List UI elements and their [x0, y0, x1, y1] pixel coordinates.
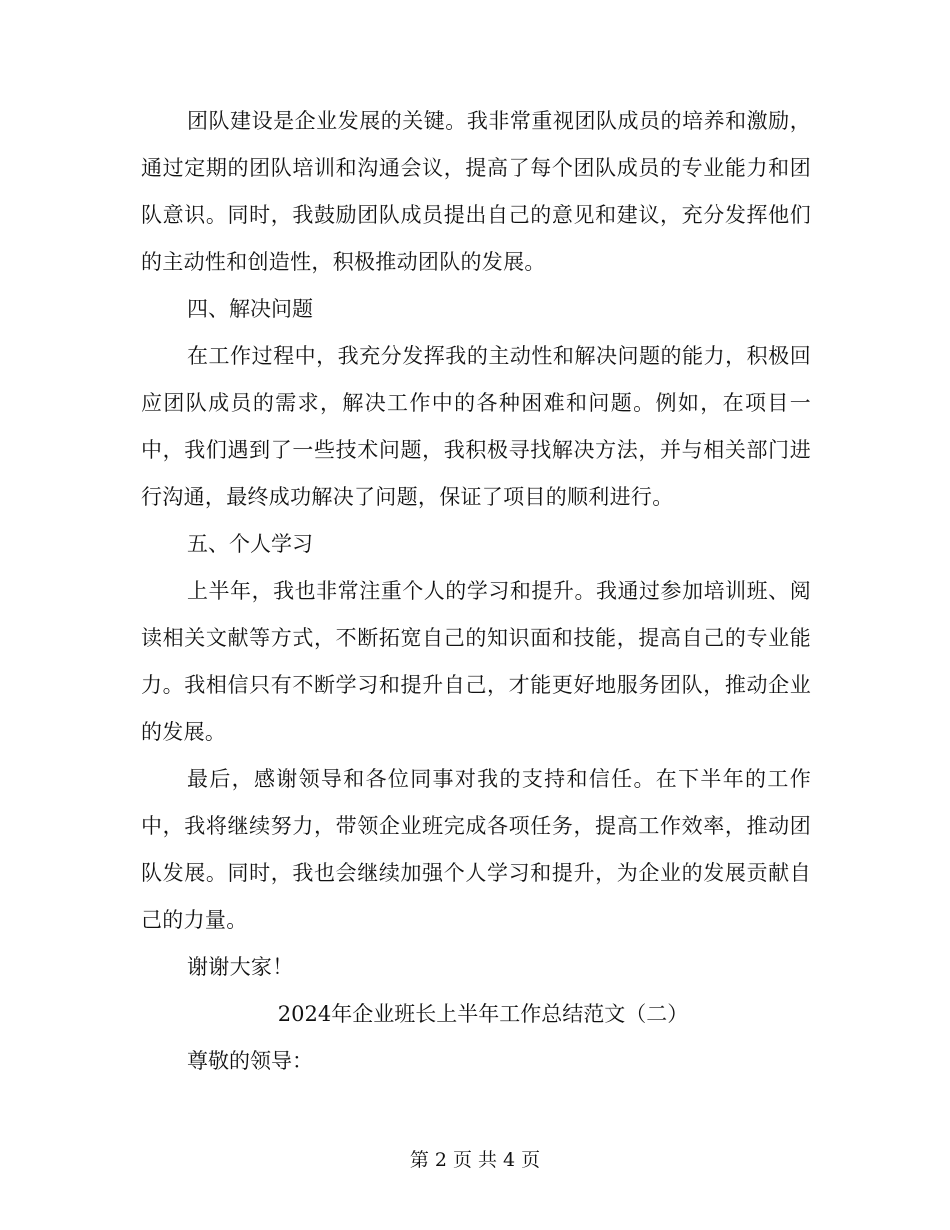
document-body: [141, 98, 811, 1085]
paragraph-problem-solving: 在工作过程中，我充分发挥我的主动性和解决问题的能力，积极回应团队成员的需求，解决工作中的各种困难和问题。例如，在项目一中，我们遇到了一些技术问题，我积极寻找解决方法，并与相关部门进行沟通，最终成功解决了问题，保证了项目的顺利进行。: [141, 344, 811, 509]
section-heading-personal-learning: 五、个人学习: [187, 532, 313, 556]
page-number-footer: 第 2 页 共 4 页: [409, 1149, 541, 1171]
section-heading-problem-solving: 四、解决问题: [187, 297, 313, 321]
paragraph-thanks: 谢谢大家！: [187, 955, 294, 979]
paragraph-personal-learning: 上半年，我也非常注重个人的学习和提升。我通过参加培训班、阅读相关文献等方式，不断拓宽自己的知识面和技能，提高自己的专业能力。我相信只有不断学习和提升自己，才能更好地服务团队，推动企业的发展。: [141, 579, 811, 744]
paragraph-closing: 最后，感谢领导和各位同事对我的支持和信任。在下半年的工作中，我将继续努力，带领企业班完成各项任务，提高工作效率，推动团队发展。同时，我也会继续加强个人学习和提升，为企业的发展贡献自己的力量。: [141, 767, 811, 932]
second-document-title: 2024年企业班长上半年工作总结范文（二）: [277, 1002, 689, 1026]
second-document-greeting: 尊敬的领导：: [187, 1049, 313, 1073]
paragraph-team-building: 团队建设是企业发展的关键。我非常重视团队成员的培养和激励，通过定期的团队培训和沟通会议，提高了每个团队成员的专业能力和团队意识。同时，我鼓励团队成员提出自己的意见和建议，充分发挥他们的主动性和创造性，积极推动团队的发展。: [141, 109, 811, 274]
